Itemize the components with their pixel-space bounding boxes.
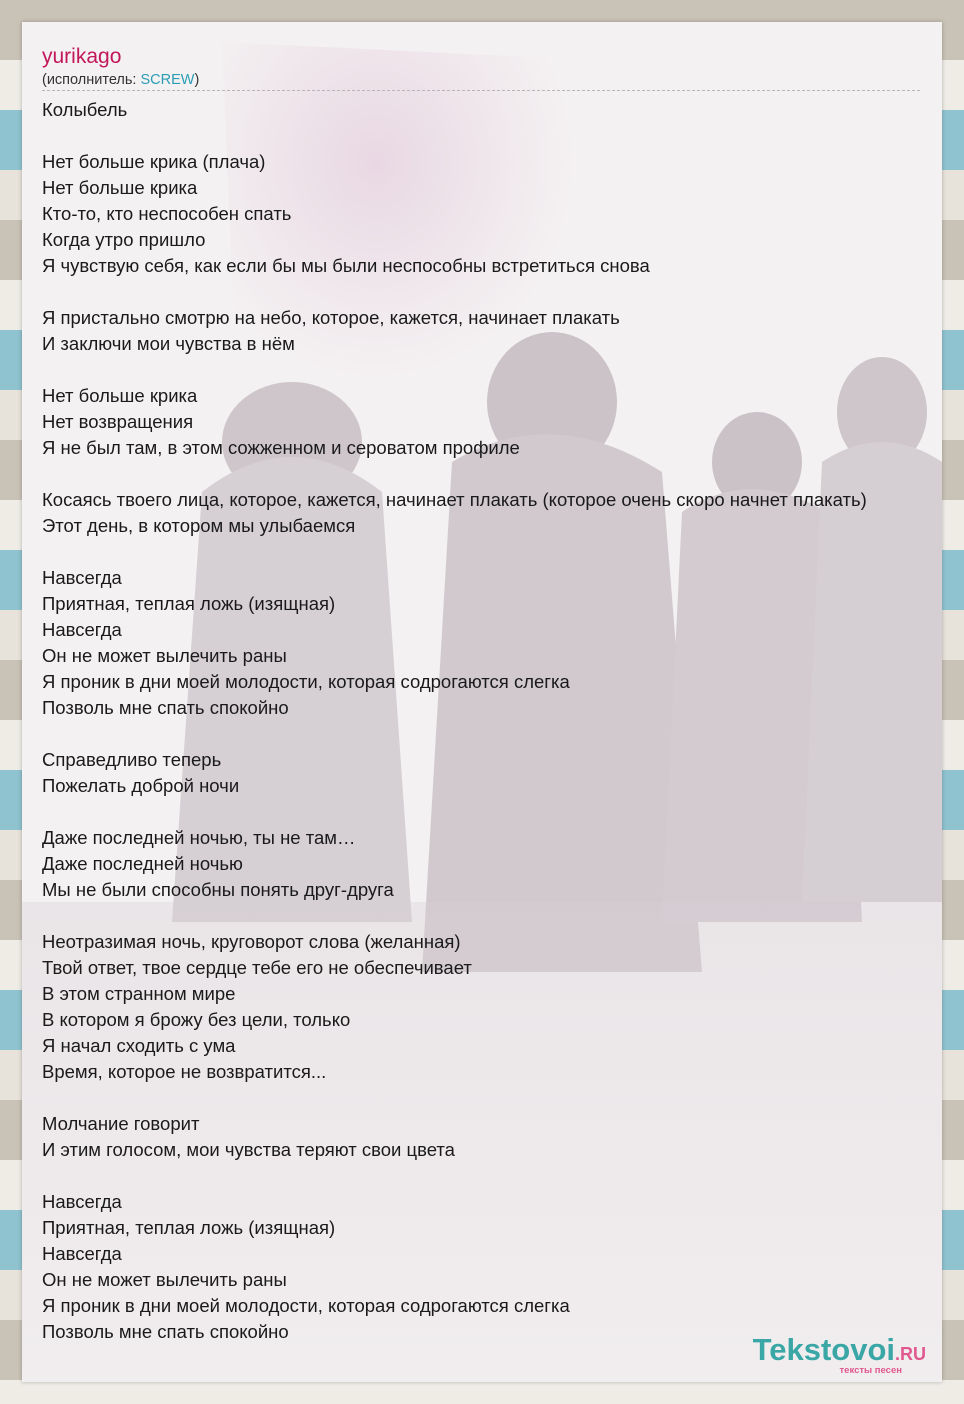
site-logo[interactable] (726, 1332, 936, 1376)
lyric-line: Нет больше крика (42, 177, 198, 198)
lyric-line: Мы не были способны понять друг-друга (42, 879, 394, 900)
lyric-line: Пожелать доброй ночи (42, 775, 240, 796)
stanza-gap (42, 721, 942, 747)
stanza-gap (42, 1085, 942, 1111)
lyric-line: И заключи мои чувства в нём (42, 333, 295, 354)
lyric-line: Справедливо теперь (42, 749, 222, 770)
stanza-gap (42, 461, 942, 487)
lyric-line: Даже последней ночью, ты не там… (42, 827, 356, 848)
stanza-gap (42, 357, 942, 383)
stanza-gap (42, 799, 942, 825)
lyric-line: Позволь мне спать спокойно (42, 1321, 289, 1342)
stanza-gap (42, 539, 942, 565)
lyric-line: Я проник в дни моей молодости, которая содрогаются слегка (42, 1295, 570, 1316)
lyric-line: Позволь мне спать спокойно (42, 697, 289, 718)
lyric-line: Навсегда (42, 567, 122, 588)
lyric-line: Неотразимая ночь, круговорот слова (желанная) (42, 931, 461, 952)
lyrics-content (42, 44, 942, 1345)
lyrics-page (22, 22, 942, 1382)
lyric-line: И этим голосом, мои чувства теряют свои цвета (42, 1139, 455, 1160)
lyric-line: Время, которое не возвратится... (42, 1061, 327, 1082)
lyric-line: В этом странном мире (42, 983, 236, 1004)
stanza-gap (42, 1163, 942, 1189)
lyric-line: Нет больше крика (42, 385, 198, 406)
lyric-line: Косаясь твоего лица, которое, кажется, начинает плакать (которое очень скоро начнет плакать) (42, 489, 867, 510)
logo-brand: Tekstovoi.RU (752, 1332, 926, 1367)
lyric-line: Нет больше крика (плача) (42, 151, 266, 172)
lyric-line: Нет возвращения (42, 411, 194, 432)
lyric-line: Этот день, в котором мы улыбаемся (42, 515, 356, 536)
lyric-line: Он не может вылечить раны (42, 645, 287, 666)
artist-line (42, 70, 942, 90)
song-title: yurikago (42, 45, 122, 68)
lyric-line: Он не может вылечить раны (42, 1269, 287, 1290)
lyric-line: Навсегда (42, 619, 122, 640)
lyric-line: Я чувствую себя, как если бы мы были неспособны встретиться снова (42, 255, 650, 276)
lyric-line: Колыбель (42, 99, 128, 120)
lyrics-text (42, 97, 942, 1345)
lyric-line: Я начал сходить с ума (42, 1035, 236, 1056)
logo-tagline: тексты песен (839, 1365, 902, 1376)
lyric-line: Я пристально смотрю на небо, которое, кажется, начинает плакать (42, 307, 620, 328)
lyric-line: В котором я брожу без цели, только (42, 1009, 351, 1030)
lyric-line: Приятная, теплая ложь (изящная) (42, 1217, 336, 1238)
lyric-line: Твой ответ, твое сердце тебе его не обеспечивает (42, 957, 472, 978)
stanza-gap (42, 123, 942, 149)
lyric-line: Приятная, теплая ложь (изящная) (42, 593, 336, 614)
artist-link[interactable]: SCREW (140, 72, 195, 88)
lyric-line: Даже последней ночью (42, 853, 243, 874)
lyric-line: Я проник в дни моей молодости, которая содрогаются слегка (42, 671, 570, 692)
lyric-line: Я не был там, в этом сожженном и сероватом профиле (42, 437, 520, 458)
lyric-line: Кто-то, кто неспособен спать (42, 203, 292, 224)
lyric-line: Молчание говорит (42, 1113, 200, 1134)
header-separator (42, 90, 920, 91)
artist-suffix: ) (194, 72, 200, 88)
stanza-gap (42, 279, 942, 305)
lyric-line: Навсегда (42, 1243, 122, 1264)
artist-prefix: (исполнитель: (42, 72, 141, 88)
lyric-line: Когда утро пришло (42, 229, 206, 250)
stanza-gap (42, 903, 942, 929)
lyric-line: Навсегда (42, 1191, 122, 1212)
